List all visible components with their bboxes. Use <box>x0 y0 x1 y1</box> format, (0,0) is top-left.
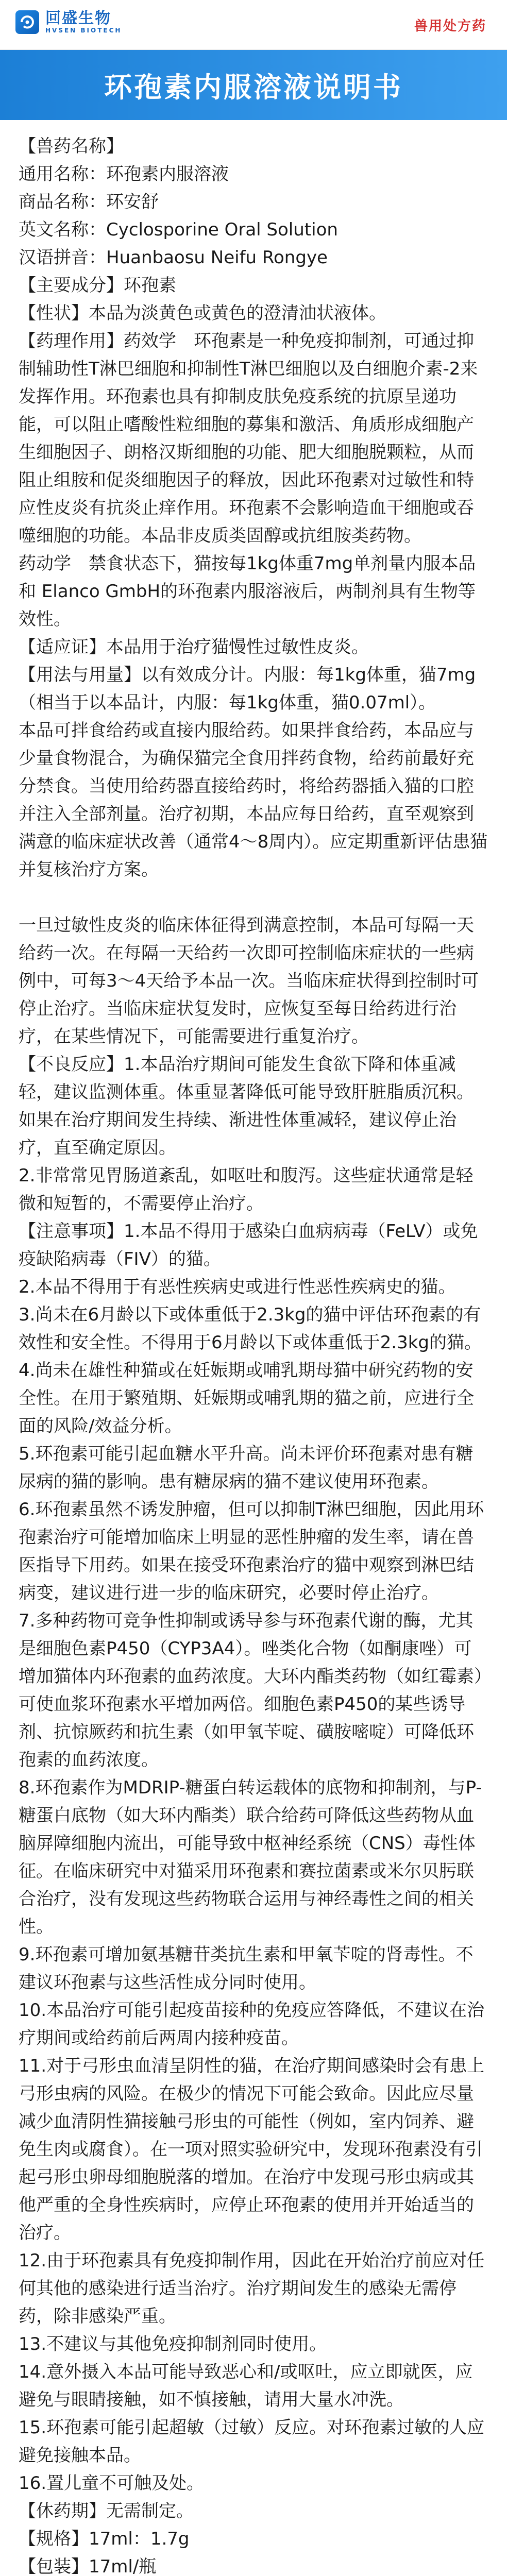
instruction-paragraph: 【不良反应】1.本品治疗期间可能发生食欲下降和体重减轻，建议监测体重。体重显著降低可能导致肝脏脂质沉积。如果在治疗期间发生持续、渐进性体重减轻，建议停止治疗，直至确定原因。 <box>19 1054 474 1158</box>
brand-logo-icon <box>15 10 39 34</box>
instruction-paragraph: 本品可拌食给药或直接内服给药。如果拌食给药，本品应与少量食物混合，为确保猫完全食用拌药食物，给药前最好充分禁食。当使用给药器直接给药时，将给药器插入猫的口腔并注入全部剂量。治疗初期，本品应每日给药，直至观察到满意的临床症状改善（通常4～8周内）。应定期重新评估患猫并复核治疗方案。 <box>19 720 488 880</box>
instruction-paragraph: 11.对于弓形虫血清呈阴性的猫，在治疗期间感染时会有患上弓形虫病的风险。在极少的情况下可能会致命。因此应尽量减少血清阴性猫接触弓形虫的可能性（例如，室内饲养、避免生肉或腐食）。在一项对照实验研究中，发现环孢素没有引起弓形虫卵母细胞脱落的增加。在治疗中发现弓形虫病或其他严重的全身性疾病时，应停止环孢素的使用并开始适当的治疗。 <box>19 2056 485 2243</box>
instruction-paragraph: 5.环孢素可能引起血糖水平升高。尚未评价环孢素对患有糖尿病的猫的影响。患有糖尿病的猫不建议使用环孢素。 <box>19 1444 474 1492</box>
brand-name-en: HVSEN BIOTECH <box>45 27 122 34</box>
instruction-paragraph: 9.环孢素可增加氨基糖苷类抗生素和甲氧苄啶的肾毒性。不建议环孢素与这些活性成分同时使用。 <box>19 1944 474 1993</box>
instruction-paragraph: 16.置儿童不可触及处。 <box>19 2473 205 2494</box>
page-header <box>0 0 507 50</box>
instruction-paragraph: 14.意外摄入本品可能导致恶心和/或呕吐，应立即就医，应避免与眼睛接触，如不慎接触，请用大量水冲洗。 <box>19 2362 473 2410</box>
prescription-label: 兽用处方药 <box>414 19 486 34</box>
instruction-paragraph: 商品名称：环安舒 <box>19 192 159 212</box>
brand-name: 回盛生物 <box>45 9 111 27</box>
instruction-paragraph: 【性状】本品为淡黄色或黄色的澄清油状液体。 <box>19 303 386 324</box>
instruction-paragraph: 2.非常常见胃肠道紊乱，如呕吐和腹泻。这些症状通常是轻微和短暂的，不需要停止治疗。 <box>19 1165 474 1214</box>
instruction-paragraph: 15.环孢素可能引起超敏（过敏）反应。对环孢素过敏的人应避免接触本品。 <box>19 2417 485 2466</box>
instruction-paragraph: 3.尚未在6月龄以下或体重低于2.3kg的猫中评估环孢素的有效性和安全性。不得用于6月龄以下或体重低于2.3kg的猫。 <box>19 1304 482 1353</box>
instruction-paragraph: 【兽药名称】 <box>19 136 124 157</box>
instruction-paragraph: 【休药期】无需制定。 <box>19 2501 194 2521</box>
instruction-paragraph: 13.不建议与其他免疫抑制剂同时使用。 <box>19 2334 327 2354</box>
instruction-paragraph: 英文名称：Cyclosporine Oral Solution <box>19 219 338 240</box>
instruction-paragraph: 【药理作用】药效学 环孢素是一种免疫抑制剂，可通过抑制辅助性T淋巴细胞和抑制性T淋巴细胞以及白细胞介素-2来发挥作用。环孢素也具有抑制皮肤免疫系统的抗原呈递功能，可以阻止嗜酸性粒细胞的募集和激活、角质形成细胞产生细胞因子、朗格汉斯细胞的功能、肥大细胞脱颗粒，从而阻止组胺和促炎细胞因子的释放，因此环孢素对过敏性和特应性皮炎有抗炎止痒作用。环孢素不会影响造血干细胞或吞噬细胞的功能。本品非皮质类固醇或抗组胺类药物。 <box>19 331 478 546</box>
instruction-paragraph: 【包装】17ml/瓶 <box>19 2556 157 2576</box>
title-banner <box>0 50 507 120</box>
instruction-paragraph: 【主要成分】环孢素 <box>19 275 176 296</box>
instruction-paragraph: 【规格】17ml：1.7g <box>19 2529 190 2549</box>
instruction-paragraph: 【适应证】本品用于治疗猫慢性过敏性皮炎。 <box>19 637 369 657</box>
instruction-paragraph: 6.环孢素虽然不诱发肿瘤，但可以抑制T淋巴细胞，因此用环孢素治疗可能增加临床上明显的恶性肿瘤的发生率，请在兽医指导下用药。如果在接受环孢素治疗的猫中观察到淋巴结病变，建议进行进一步的临床研究，必要时停止治疗。 <box>19 1499 484 1603</box>
instruction-paragraph: 10.本品治疗可能引起疫苗接种的免疫应答降低，不建议在治疗期间或给药前后两周内接种疫苗。 <box>19 2000 485 2048</box>
instruction-paragraph: 8.环孢素作为MDRIP-糖蛋白转运载体的底物和抑制剂，与P-糖蛋白底物（如大环内酯类）联合给药可降低这些药物从血脑屏障细胞内流出，可能导致中枢神经系统（CNS）毒性体征。在临床研究中对猫采用环孢素和赛拉菌素或米尔贝肟联合治疗，没有发现这些药物联合运用与神经毒性之间的相关性。 <box>19 1777 482 1937</box>
paragraph-spacer <box>19 884 488 911</box>
instruction-paragraph: 一旦过敏性皮炎的临床体征得到满意控制，本品可每隔一天给药一次。在每隔一天给药一次即可控制临床症状的一些病例中，可每3～4天给予本品一次。当临床症状得到控制时可停止治疗。当临床症状复发时，应恢复至每日给药进行治疗，在某些情况下，可能需要进行重复治疗。 <box>19 915 479 1047</box>
instruction-paragraph: 2.本品不得用于有恶性疾病史或进行性恶性疾病史的猫。 <box>19 1277 456 1297</box>
page-title: 环孢素内服溶液说明书 <box>104 71 403 104</box>
instruction-paragraph: 【注意事项】1.本品不得用于感染白血病病毒（FeLV）或免疫缺陷病毒（FIV）的猫。 <box>19 1221 478 1269</box>
instruction-paragraph: 药动学 禁食状态下，猫按每1kg体重7mg单剂量内服本品和 Elanco GmbH的环孢素内服溶液后，两制剂具有生物等效性。 <box>19 553 476 630</box>
instructions-body <box>0 120 507 2576</box>
instruction-paragraph: 通用名称：环孢素内服溶液 <box>19 164 229 184</box>
instruction-paragraph: 7.多种药物可竞争性抑制或诱导参与环孢素代谢的酶，尤其是细胞色素P450（CYP3A4）。唑类化合物（如酮康唑）可增加猫体内环孢素的血药浓度。大环内酯类药物（如红霉素）可使血浆环孢素水平增加两倍。细胞色素P450的某些诱导剂、抗惊厥药和抗生素（如甲氧苄啶、磺胺嘧啶）可降低环孢素的血药浓度。 <box>19 1611 483 1770</box>
instruction-paragraph: 4.尚未在雄性种猫或在妊娠期或哺乳期母猫中研究药物的安全性。在用于繁殖期、妊娠期或哺乳期的猫之前，应进行全面的风险/效益分析。 <box>19 1360 474 1436</box>
instruction-paragraph: 汉语拼音：Huanbaosu Neifu Rongye <box>19 247 328 268</box>
brand-logo <box>15 10 122 34</box>
instruction-paragraph: 【用法与用量】以有效成分计。内服：每1kg体重，猫7mg（相当于以本品计，内服：每1kg体重，猫0.07ml）。 <box>19 665 476 713</box>
instruction-paragraph: 12.由于环孢素具有免疫抑制作用，因此在开始治疗前应对任何其他的感染进行适当治疗。治疗期间发生的感染无需停药，除非感染严重。 <box>19 2250 485 2327</box>
